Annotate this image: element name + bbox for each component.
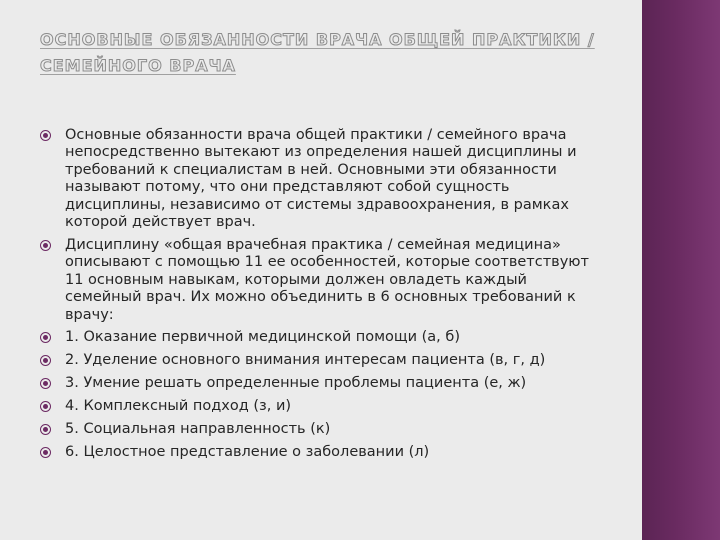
circle-bullet-icon — [40, 240, 51, 251]
bullet-item — [40, 421, 605, 438]
bullet-item — [40, 375, 605, 392]
slide-title: ОСНОВНЫЕ ОБЯЗАННОСТИ ВРАЧА ОБЩЕЙ ПРАКТИКИ / СЕМЕЙНОГО ВРАЧА — [40, 30, 595, 75]
bullet-text: 5. Социальная направленность (к) — [65, 421, 331, 438]
bullet-item — [40, 237, 605, 324]
bullet-text: 4. Комплексный подход (з, и) — [65, 398, 292, 415]
bullet-item — [40, 398, 605, 415]
bullet-item — [40, 127, 605, 231]
circle-bullet-icon — [40, 401, 51, 412]
circle-bullet-icon — [40, 424, 51, 435]
bullet-item — [40, 352, 605, 369]
bullet-text: Дисциплину «общая врачебная практика / семейная медицина» описывают с помощью 11 ее особенностей, которые соответствуют 11 основным навыкам, которыми должен овладеть каждый семейный врач. Их можно объединить в 6 основных требований к врачу: — [65, 236, 589, 323]
circle-bullet-icon — [40, 130, 51, 141]
bullet-item — [40, 329, 605, 346]
bullet-text: 6. Целостное представление о заболевании (л) — [65, 444, 430, 460]
circle-bullet-icon — [40, 332, 51, 343]
bullet-text: 3. Умение решать определенные проблемы пациента (е, ж) — [65, 375, 527, 392]
decorative-side-band — [642, 0, 720, 540]
circle-bullet-icon — [40, 378, 51, 389]
bullet-text: 1. Оказание первичной медицинской помощи (а, б) — [65, 329, 460, 346]
circle-bullet-icon — [40, 447, 51, 458]
bullet-text: 2. Уделение основного внимания интересам пациента (в, г, д) — [65, 352, 546, 369]
bullet-list — [40, 127, 605, 467]
circle-bullet-icon — [40, 355, 51, 366]
bullet-item — [40, 444, 605, 461]
bullet-text: Основные обязанности врача общей практики / семейного врача непосредственно вытекают из определения нашей дисциплины и требований к специалистам в ней. Основными эти обязанности называют потому, что они представляют собой сущность дисциплины, независимо от системы здравоохранения, в рамках которой действует врач. — [65, 127, 577, 231]
